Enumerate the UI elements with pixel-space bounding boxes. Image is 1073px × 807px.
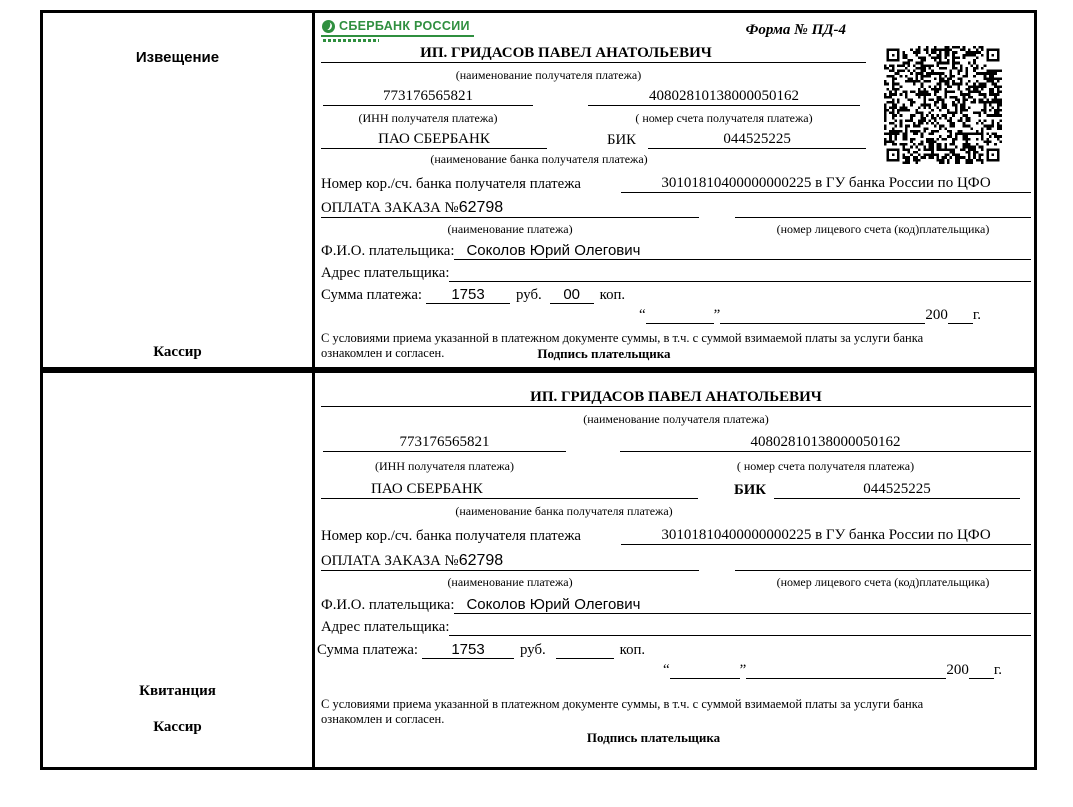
cashier-label: Кассир xyxy=(153,344,202,360)
payer-address-line xyxy=(449,281,1031,282)
date-day-line xyxy=(670,678,740,679)
corr-account-value: 30101810400000000225 в ГУ банка России по ЦФО xyxy=(621,527,1031,545)
recipient-name: ИП. ГРИДАСОВ ПАВЕЛ АНАТОЛЬЕВИЧ xyxy=(321,381,1031,407)
quote-open: “ xyxy=(663,662,670,678)
recipient-name: ИП. ГРИДАСОВ ПАВЕЛ АНАТОЛЬЕВИЧ xyxy=(321,35,866,63)
caption-recipient-name: (наименование получателя платежа) xyxy=(583,412,769,426)
bank-name: ПАО СБЕРБАНК xyxy=(321,481,698,499)
bik-value: 044525225 xyxy=(648,131,866,149)
sum-label: Сумма платежа: xyxy=(321,287,423,303)
caption-account: ( номер счета получателя платежа) xyxy=(635,111,813,125)
form-number-label: Форма № ПД-4 xyxy=(745,22,846,38)
receipt-side-label: Квитанция xyxy=(139,683,216,699)
quote-open: “ xyxy=(639,307,646,323)
corr-account-label: Номер кор./сч. банка получателя платежа xyxy=(321,528,581,544)
date-row xyxy=(663,659,1031,679)
order-number: 62798 xyxy=(458,199,504,216)
year-prefix: 200 xyxy=(946,662,969,678)
caption-inn: (ИНН получателя платежа) xyxy=(375,459,514,473)
cashier-label: Кассир xyxy=(153,719,202,735)
notice-section xyxy=(40,10,1037,370)
caption-bank-name: (наименование банка получателя платежа) xyxy=(455,504,673,518)
payment-purpose xyxy=(321,199,699,218)
payment-purpose-prefix: ОПЛАТА ЗАКАЗА № xyxy=(321,200,459,216)
caption-personal-account: (номер лицевого счета (код)плательщика) xyxy=(776,575,990,589)
year-suffix: г. xyxy=(993,662,1003,678)
bank-name: ПАО СБЕРБАНК xyxy=(321,131,547,149)
year-suffix: г. xyxy=(972,307,982,323)
date-day-line xyxy=(646,323,714,324)
caption-account: ( номер счета получателя платежа) xyxy=(736,459,915,473)
payer-fio-label: Ф.И.О. плательщика: xyxy=(321,243,455,259)
caption-recipient-name: (наименование получателя платежа) xyxy=(455,68,642,82)
inn-value: 773176565821 xyxy=(323,88,533,106)
agreement-line1: С условиями приема указанной в платежном документе суммы, в т.ч. с суммой взимаемой платы за услуги банка xyxy=(321,697,924,711)
bik-label: БИК xyxy=(734,482,767,498)
caption-payment-name: (наименование платежа) xyxy=(447,222,573,236)
personal-account-line xyxy=(735,217,1031,218)
agreement-line1: С условиями приема указанной в платежном документе суммы, в т.ч. с суммой взимаемой платы за услуги банка xyxy=(321,331,924,345)
payment-purpose-prefix: ОПЛАТА ЗАКАЗА № xyxy=(321,553,459,569)
caption-personal-account: (номер лицевого счета (код)плательщика) xyxy=(776,222,990,236)
payer-address-line xyxy=(449,635,1031,636)
notice-side-column xyxy=(43,13,315,367)
payer-fio-label: Ф.И.О. плательщика: xyxy=(321,597,455,613)
caption-payment-name: (наименование платежа) xyxy=(447,575,573,589)
year-prefix: 200 xyxy=(925,307,948,323)
caption-bank-name: (наименование банка получателя платежа) xyxy=(430,152,648,166)
sberbank-logo-text: СБЕРБАНК РОССИИ xyxy=(339,19,470,33)
account-value: 40802810138000050162 xyxy=(620,434,1031,452)
sberbank-logo-subtext xyxy=(323,39,379,42)
sum-label: Сумма платежа: xyxy=(317,642,419,658)
account-value: 40802810138000050162 xyxy=(588,88,860,106)
quote-close: ” xyxy=(739,662,747,678)
receipt-side-column xyxy=(43,373,315,767)
receipt-main-column xyxy=(315,373,1034,767)
inn-value: 773176565821 xyxy=(323,434,566,452)
kop-value xyxy=(556,658,614,659)
date-month-line xyxy=(746,678,946,679)
sum-value: 1753 xyxy=(422,641,514,659)
kop-value: 00 xyxy=(550,286,594,304)
quote-close: ” xyxy=(713,307,721,323)
rub-label: руб. xyxy=(516,287,542,303)
sberbank-logo xyxy=(321,19,474,42)
signature-label: Подпись плательщика xyxy=(586,729,721,745)
bik-value: 044525225 xyxy=(774,481,1020,499)
agreement-line2: ознакомлен и согласен. xyxy=(321,345,445,360)
notice-main-column xyxy=(315,13,1034,367)
payment-purpose xyxy=(321,552,699,571)
caption-inn: (ИНН получателя платежа) xyxy=(358,111,498,125)
corr-account-label: Номер кор./сч. банка получателя платежа xyxy=(321,176,581,192)
year-line xyxy=(948,323,973,324)
date-month-line xyxy=(720,323,925,324)
qr-code xyxy=(884,46,1002,164)
agreement-line2: ознакомлен и согласен. xyxy=(321,711,445,726)
notice-side-label: Извещение xyxy=(135,49,220,66)
rub-label: руб. xyxy=(520,642,546,658)
payer-fio-value: Соколов Юрий Олегович xyxy=(454,242,1031,260)
order-number: 62798 xyxy=(458,552,504,569)
date-row xyxy=(639,304,1031,324)
year-line xyxy=(969,678,994,679)
signature-label: Подпись плательщика xyxy=(537,345,671,361)
kop-label: коп. xyxy=(599,287,626,303)
payer-address-label: Адрес плательщика: xyxy=(321,619,450,635)
payer-fio-value: Соколов Юрий Олегович xyxy=(454,596,1031,614)
sberbank-logo-icon xyxy=(322,20,335,33)
sum-value: 1753 xyxy=(426,286,510,304)
payer-address-label: Адрес плательщика: xyxy=(321,265,450,281)
personal-account-line xyxy=(735,570,1031,571)
bik-label: БИК xyxy=(607,132,637,148)
kop-label: коп. xyxy=(619,642,646,658)
receipt-section xyxy=(40,370,1037,770)
corr-account-value: 30101810400000000225 в ГУ банка России по ЦФО xyxy=(621,175,1031,193)
